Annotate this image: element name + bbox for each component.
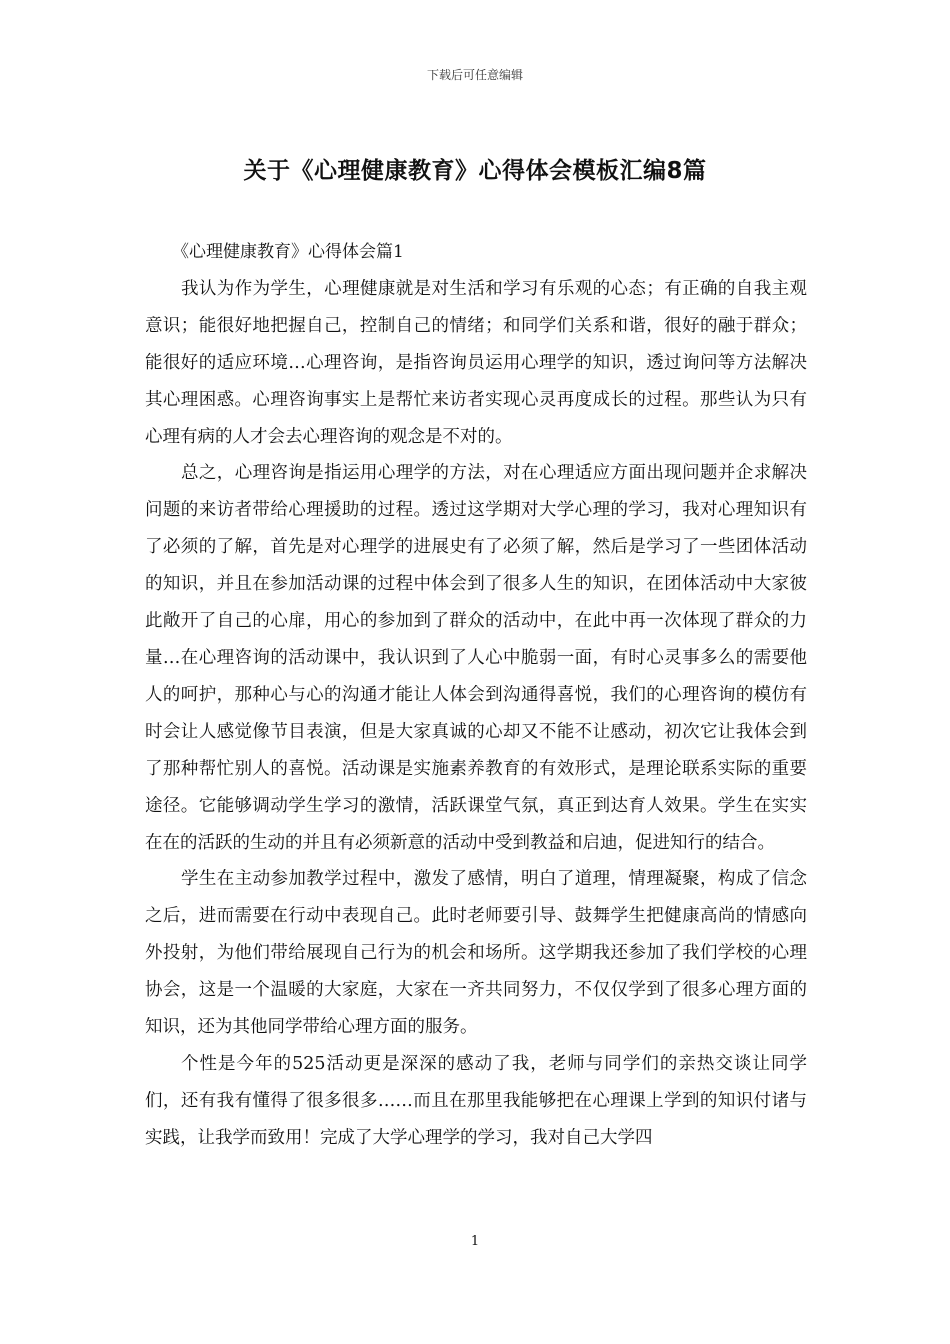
page-number: 1 — [470, 1234, 480, 1249]
document-body — [145, 234, 807, 1157]
paragraph: 个性是今年的525活动更是深深的感动了我，老师与同学们的亲热交谈让同学们，还有我有懂得了很多很多……而且在那里我能够把在心理课上学到的知识付诸与实践，让我学而致用！完成了大学心理学的学习，我对自己大学四 — [145, 1053, 807, 1148]
document-title: 关于《心理健康教育》心得体会模板汇编8篇 — [243, 158, 707, 184]
paragraph: 我认为作为学生，心理健康就是对生活和学习有乐观的心态；有正确的自我主观意识；能很好地把握自己，控制自己的情绪；和同学们关系和谐，很好的融于群众；能很好的适应环境…心理咨询，是指咨询员运用心理学的知识，透过询问等方法解决其心理困惑。心理咨询事实上是帮忙来访者实现心灵再度成长的过程。那些认为只有心理有病的人才会去心理咨询的观念是不对的。 — [145, 278, 807, 447]
paragraph: 学生在主动参加教学过程中，激发了感情，明白了道理，情理凝聚，构成了信念之后，进而需要在行动中表现自己。此时老师要引导、鼓舞学生把健康高尚的情感向外投射，为他们带给展现自己行为的机会和场所。这学期我还参加了我们学校的心理协会，这是一个温暖的大家庭，大家在一齐共同努力，不仅仅学到了很多心理方面的知识，还为其他同学带给心理方面的服务。 — [145, 869, 807, 1038]
header-note: 下载后可任意编辑 — [426, 68, 523, 82]
paragraph: 总之，心理咨询是指运用心理学的方法，对在心理适应方面出现问题并企求解决问题的来访者带给心理援助的过程。透过这学期对大学心理的学习，我对心理知识有了必须的了解，首先是对心理学的进展史有了必须了解，然后是学习了一些团体活动的知识，并且在参加活动课的过程中体会到了很多人生的知识，在团体活动中大家彼此敞开了自己的心扉，用心的参加到了群众的活动中，在此中再一次体现了群众的力量…在心理咨询的活动课中，我认识到了人心中脆弱一面，有时心灵事多么的需要他人的呵护，那种心与心的沟通才能让人体会到沟通得喜悦，我们的心理咨询的模仿有时会让人感觉像节目表演，但是大家真诚的心却又不能不让感动，初次它让我体会到了那种帮忙别人的喜悦。活动课是实施素养教育的有效形式，是理论联系实际的重要途径。它能够调动学生学习的激情，活跃课堂气氛，真正到达育人效果。学生在实实在在的活跃的生动的并且有必须新意的活动中受到教益和启迪，促进知行的结合。 — [145, 463, 807, 853]
section-heading: 《心理健康教育》心得体会篇1 — [172, 242, 404, 262]
